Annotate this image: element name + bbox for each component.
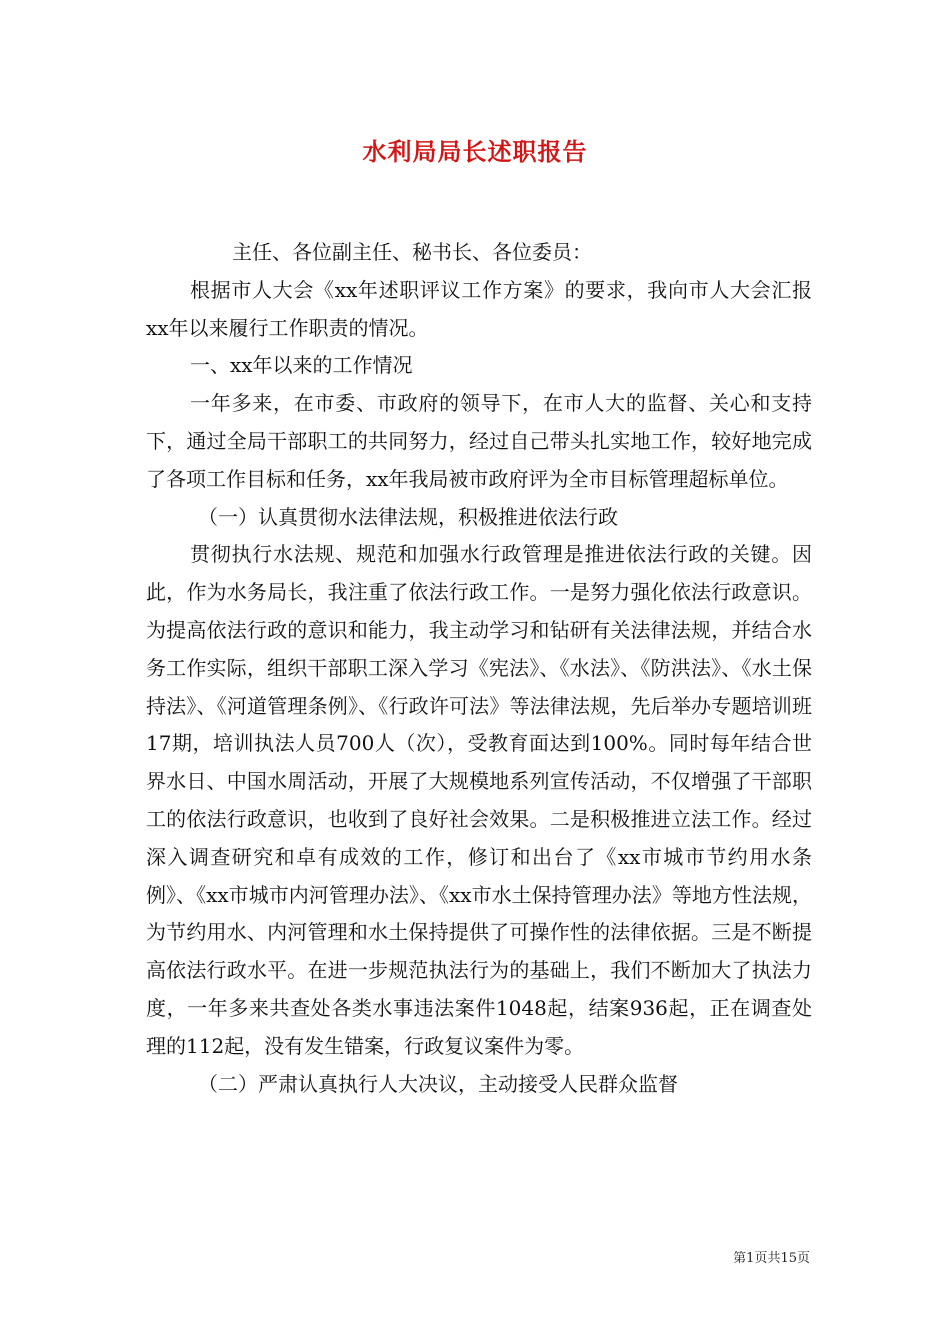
document-title: 水利局局长述职报告 <box>362 137 588 166</box>
summary-paragraph: 一年多来，在市委、市政府的领导下，在市人大的监督、关心和支持下，通过全局干部职工的共同努力，经过自己带头扎实地工作，较好地完成了各项工作目标和任务，xx年我局被市政府评为全市目标管理超标单位。 <box>146 391 812 491</box>
subsection-heading-2: （二）严肃认真执行人大决议，主动接受人民群众监督 <box>198 1071 678 1096</box>
salutation-paragraph: 主任、各位副主任、秘书长、各位委员： <box>232 240 592 264</box>
law-enforcement-paragraph: 贯彻执行水法规、规范和加强水行政管理是推进依法行政的关键。因此，作为水务局长，我注重了依法行政工作。一是努力强化依法行政意识。为提高依法行政的意识和能力，我主动学习和钻研有关法律法规，并结合水务工作实际，组织干部职工深入学习《宪法》、《水法》、《防洪法》、《水土保持法》、《河道管理条例》、《行政许可法》等法律法规，先后举办专题培训班17期，培训执法人员700人（次），受教育面达到100%。同时每年结合世界水日、中国水周活动，开展了大规模地系列宣传活动，不仅增强了干部职工的依法行政意识，也收到了良好社会效果。二是积极推进立法工作。经过深入调查研究和卓有成效的工作，修订和出台了《xx市城市节约用水条例》、《xx市城市内河管理办法》、《xx市水土保持管理办法》等地方性法规，为节约用水、内河管理和水土保持提供了可操作性的法律依据。三是不断提高依法行政水平。在进一步规范执法行为的基础上，我们不断加大了执法力度，一年多来共查处各类水事违法案件1048起，结案936起，正在调查处理的112起，没有发生错案，行政复议案件为零。 <box>146 542 812 1058</box>
intro-paragraph: 根据市人大会《xx年述职评议工作方案》的要求，我向市人大会汇报xx年以来履行工作职责的情况。 <box>146 277 812 340</box>
section-heading: 一、xx年以来的工作情况 <box>190 353 413 378</box>
document-body <box>146 234 812 1103</box>
page-number: 第1页共15页 <box>733 1251 810 1266</box>
subsection-heading-1: （一）认真贯彻水法律法规，积极推进依法行政 <box>198 504 618 529</box>
